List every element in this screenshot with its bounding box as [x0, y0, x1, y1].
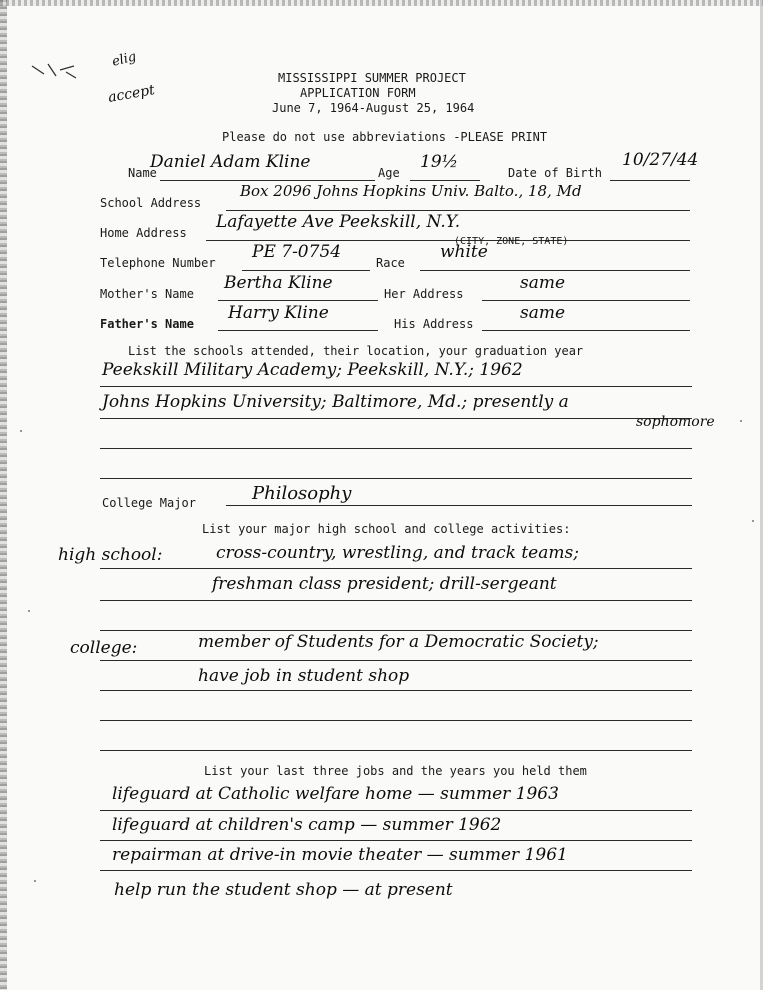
jobs-line-4: help run the student shop — at present	[114, 880, 453, 900]
home-address-value: Lafayette Ave Peekskill, N.Y.	[216, 212, 461, 232]
schools-prompt: List the schools attended, their location, your graduation year	[128, 344, 584, 358]
college-major-value: Philosophy	[252, 483, 352, 504]
schools-line-2: Johns Hopkins University; Baltimore, Md.; presently a	[102, 392, 569, 412]
jobs-line-3: repairman at drive-in movie theater — summer 1961	[112, 845, 568, 865]
city-zone-state-hint: (CITY, ZONE, STATE)	[454, 236, 569, 247]
name-label: Name	[128, 166, 157, 180]
father-name-value: Harry Kline	[228, 303, 329, 323]
dob-value: 10/27/44	[622, 150, 699, 170]
activities-prompt: List your major high school and college activities:	[202, 522, 571, 536]
margin-note-elig: elig	[110, 49, 138, 70]
school-address-label: School Address	[100, 196, 202, 210]
form-title: MISSISSIPPI SUMMER PROJECT	[278, 71, 466, 85]
form-subtitle: APPLICATION FORM	[300, 86, 416, 100]
form-dates: June 7, 1964-August 25, 1964	[272, 101, 475, 115]
age-value: 19½	[420, 152, 459, 172]
mother-name-label: Mother's Name	[100, 287, 194, 301]
margin-note-accept: accept	[106, 82, 156, 106]
activities-college-line-2: have job in student shop	[198, 666, 410, 686]
activities-college-label: college:	[70, 638, 138, 658]
activities-hs-line-2: freshman class president; drill-sergeant	[212, 574, 557, 594]
race-label: Race	[376, 256, 405, 270]
school-address-value: Box 2096 Johns Hopkins Univ. Balto., 18, Md	[240, 182, 582, 200]
telephone-label: Telephone Number	[100, 256, 216, 270]
mother-address-label: Her Address	[384, 287, 464, 301]
mother-name-value: Bertha Kline	[224, 273, 333, 293]
home-address-label: Home Address	[100, 226, 187, 240]
name-value: Daniel Adam Kline	[150, 152, 311, 172]
dob-label: Date of Birth	[508, 166, 602, 180]
telephone-value: PE 7-0754	[252, 242, 342, 262]
jobs-line-2: lifeguard at children's camp — summer 1962	[112, 815, 502, 835]
form-instructions: Please do not use abbreviations -PLEASE PRINT	[222, 130, 548, 144]
activities-hs-line-1: cross-country, wrestling, and track teams;	[216, 543, 579, 563]
race-value: white	[440, 242, 488, 262]
age-label: Age	[378, 166, 400, 180]
margin-scribble-mark	[30, 60, 80, 82]
father-name-label: Father's Name	[100, 317, 194, 331]
scan-edge-left	[0, 0, 7, 990]
father-address-value: same	[520, 303, 566, 323]
college-major-label: College Major	[102, 496, 196, 510]
mother-address-value: same	[520, 273, 566, 293]
jobs-line-1: lifeguard at Catholic welfare home — summer 1963	[112, 784, 559, 804]
activities-hs-label: high school:	[58, 545, 163, 565]
activities-college-line-1: member of Students for a Democratic Society;	[198, 632, 599, 652]
scan-edge-top	[0, 0, 763, 6]
schools-line-1: Peekskill Military Academy; Peekskill, N.Y.; 1962	[102, 360, 523, 380]
schools-line-3: sophomore	[636, 414, 715, 430]
jobs-prompt: List your last three jobs and the years you held them	[204, 764, 587, 778]
father-address-label: His Address	[394, 317, 474, 331]
